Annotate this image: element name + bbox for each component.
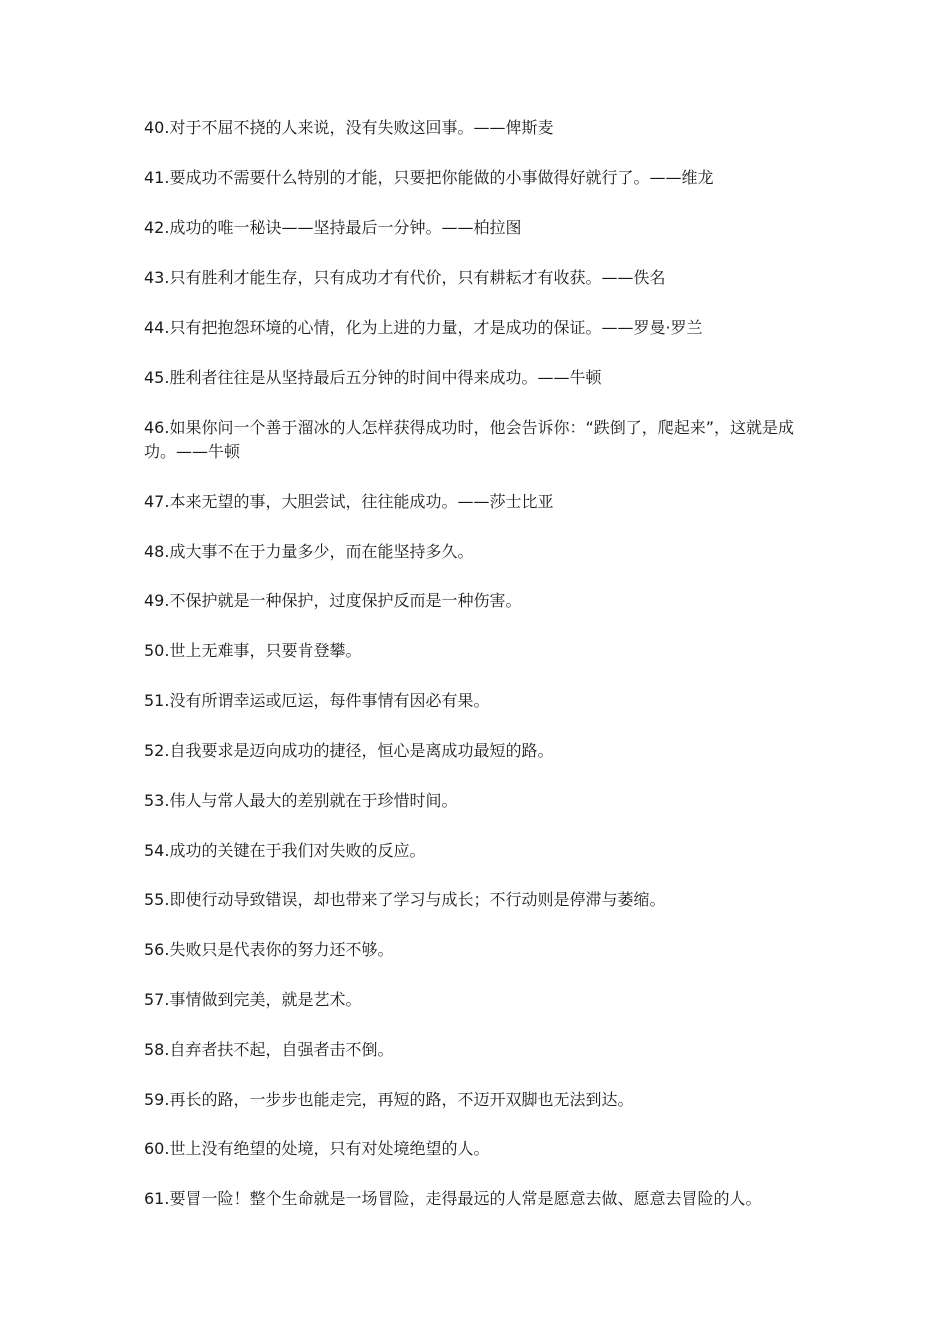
quote-51: 51.没有所谓幸运或厄运，每件事情有因必有果。 <box>144 691 490 710</box>
quote-45: 45.胜利者往往是从坚持最后五分钟的时间中得来成功。——牛顿 <box>144 368 602 387</box>
quote-52: 52.自我要求是迈向成功的捷径，恒心是离成功最短的路。 <box>144 741 554 760</box>
quote-44: 44.只有把抱怨环境的心情，化为上进的力量，才是成功的保证。——罗曼·罗兰 <box>144 318 703 337</box>
quote-55: 55.即使行动导致错误，却也带来了学习与成长；不行动则是停滞与萎缩。 <box>144 890 666 909</box>
quote-46: 46.如果你问一个善于溜冰的人怎样获得成功时，他会告诉你：“跌倒了，爬起来”，这就是成功。——牛顿 <box>144 418 795 461</box>
quote-41: 41.要成功不需要什么特别的才能，只要把你能做的小事做得好就行了。——维龙 <box>144 168 714 187</box>
quote-61: 61.要冒一险！整个生命就是一场冒险，走得最远的人常是愿意去做、愿意去冒险的人。 <box>144 1189 762 1208</box>
quote-58: 58.自弃者扶不起，自强者击不倒。 <box>144 1040 394 1059</box>
quote-59: 59.再长的路，一步步也能走完，再短的路，不迈开双脚也无法到达。 <box>144 1090 634 1109</box>
quote-47: 47.本来无望的事，大胆尝试，往往能成功。——莎士比亚 <box>144 492 554 511</box>
quote-50: 50.世上无难事，只要肯登攀。 <box>144 641 362 660</box>
quote-40: 40.对于不屈不挠的人来说，没有失败这回事。——俾斯麦 <box>144 118 554 137</box>
quote-42: 42.成功的唯一秘诀——坚持最后一分钟。——柏拉图 <box>144 218 522 237</box>
quote-60: 60.世上没有绝望的处境，只有对处境绝望的人。 <box>144 1139 490 1158</box>
quote-57: 57.事情做到完美，就是艺术。 <box>144 990 362 1009</box>
quote-54: 54.成功的关键在于我们对失败的反应。 <box>144 841 426 860</box>
quote-49: 49.不保护就是一种保护，过度保护反而是一种伤害。 <box>144 591 522 610</box>
quote-53: 53.伟人与常人最大的差别就在于珍惜时间。 <box>144 791 458 810</box>
quote-56: 56.失败只是代表你的努力还不够。 <box>144 940 394 959</box>
quote-48: 48.成大事不在于力量多少，而在能坚持多久。 <box>144 542 474 561</box>
quote-43: 43.只有胜利才能生存，只有成功才有代价，只有耕耘才有收获。——佚名 <box>144 268 666 287</box>
